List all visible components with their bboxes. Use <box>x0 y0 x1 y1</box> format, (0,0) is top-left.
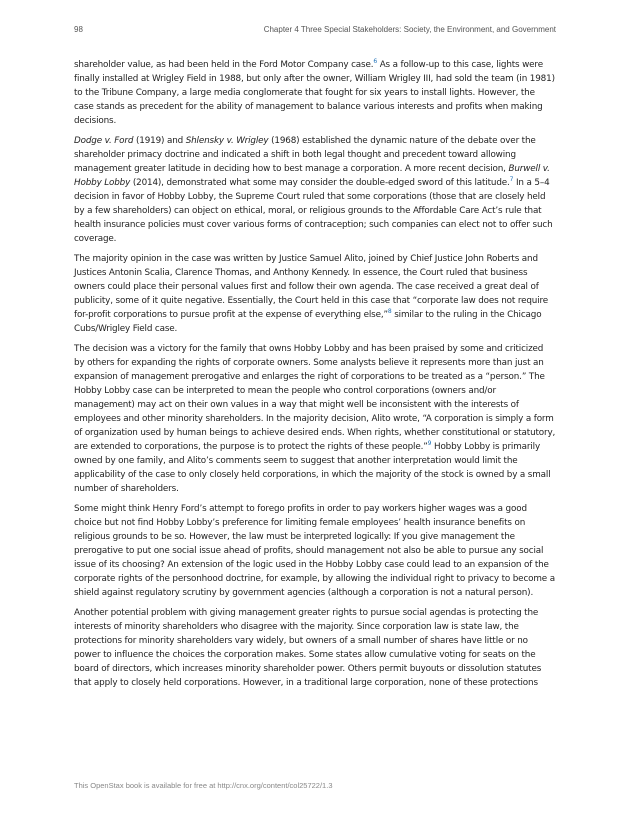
paragraph-5: Some might think Henry Ford’s attempt to forego profits in order to pay workers higher wages was a good choice but not find Hobby Lobby’s preference for limiting female employees’ health insurance benefits on religious grounds to be so. However, the law must be interpreted logically: If you give management the prerogative to put one social issue ahead of profits, should management not also be able to pursue any social issue of its choosing? An extension of the logic used in the Hobby Lobby case could lead to an expansion of the corporate rights of the personhood doctrine, for example, by allowing the individual right to privacy to become a shield against regulatory scrutiny by government agencies (although a corporation is not a natural person). <box>74 504 555 598</box>
text-run: Hobby Lobby is primarily owned by one family, and Alito’s comments seem to suggest that another interpretation would limit the applicability of the case to only closely held corporations, in which the majority of the stock is owned by a small number of shareholders. <box>74 442 551 494</box>
page-footer: This OpenStax book is available for free at http://cnx.org/content/col25722/1.3 <box>74 781 333 790</box>
paragraph-6: Another potential problem with giving management greater rights to pursue social agendas is protecting the interests of minority shareholders who disagree with the majority. Since corporation law is state law, the protections for minority shareholders vary widely, but owners of a small number of shares have little or no power to influence the choices the corporation makes. Some states allow cumulative voting for seats on the board of directors, which increases minority shareholder power. Others permit buyouts or dissolution statutes that apply to closely held corporations. However, in a traditional large corporation, none of these protections <box>74 608 542 688</box>
text-run: The majority opinion in the case was written by Justice Samuel Alito, joined by Chief Justice John Roberts and Justices Antonin Scalia, Clarence Thomas, and Anthony Kennedy. In essence, the Court ruled that business owners could place their personal values first and follow their own agenda. The case received a great deal of publicity, some of it quite negative. Essentially, the Court held in this case that “corporate law does not require for-profit corporations to pursue profit at the expense of everything else,” <box>74 254 549 320</box>
footnote-ref-7[interactable]: 7 <box>509 176 514 184</box>
text-run: In a 5–4 decision in favor of Hobby Lobby, the Supreme Court ruled that some corporations (those that are closely held by a few shareholders) can object on ethical, moral, or religious grounds to the Affordable Care Act’s rule that health insurance policies must cover various forms of contraception; such companies can elect not to offer such coverage. <box>74 178 553 244</box>
text-run: As a follow-up to this case, lights were finally installed at Wrigley Field in 1988, but only after the owner, William Wrigley III, had sold the team (in 1981) to the Tribune Company, a large media conglomerate that fought for six years to install lights. However, the case stands as precedent for the ability of management to balance various interests and profits when making decisions. <box>74 60 555 126</box>
footnote-ref-8[interactable]: 8 <box>387 308 392 316</box>
footnote-ref-9[interactable]: 9 <box>427 440 432 448</box>
paragraph-4 <box>74 342 556 496</box>
text-run: similar to the ruling in the Chicago Cubs/Wrigley Field case. <box>74 310 542 334</box>
body-text <box>74 58 556 696</box>
text-run: The decision was a victory for the family that owns Hobby Lobby and has been praised by some and criticized by others for expanding the rights of corporate owners. Some analysts believe it represents more than just an expansion of management prerogative and enlarges the right of corporations to be treated as a “person.” The Hobby Lobby case can be interpreted to mean the people who control corporations (owners and/or management) may act on their own values in a way that might well be inconsistent with the interests of employees and other minority shareholders. In the majority decision, Alito wrote, “A corporation is simply a form of organization used by human beings to achieve desired ends. When rights, whether constitutional or statutory, are extended to corporations, the purpose is to protect the rights of these people.” <box>74 344 556 452</box>
text-run: (2014), demonstrated what some may consider the double-edged sword of this latitude. <box>130 178 510 188</box>
case-name: Shlensky v. Wrigley <box>185 136 269 146</box>
paragraph-3 <box>74 252 556 336</box>
paragraph-2 <box>74 134 556 246</box>
text-run: shareholder value, as had been held in the Ford Motor Company case. <box>74 60 374 70</box>
text-run: (1968) established the dynamic nature of the debate over the shareholder primacy doctrine and indicated a shift in both legal thought and precedent toward allowing management greater latitude in deciding how to best manage a corporation. A more recent decision, <box>74 136 536 174</box>
text-run: (1919) and <box>133 136 186 146</box>
case-name: Burwell v. Hobby Lobby <box>74 164 550 188</box>
footnote-ref-6[interactable]: 6 <box>373 58 378 66</box>
running-header: Chapter 4 Three Special Stakeholders: Society, the Environment, and Government <box>263 25 556 34</box>
page-number: 98 <box>74 25 83 34</box>
paragraph-1 <box>74 58 556 128</box>
case-name: Dodge v. Ford <box>74 136 134 146</box>
